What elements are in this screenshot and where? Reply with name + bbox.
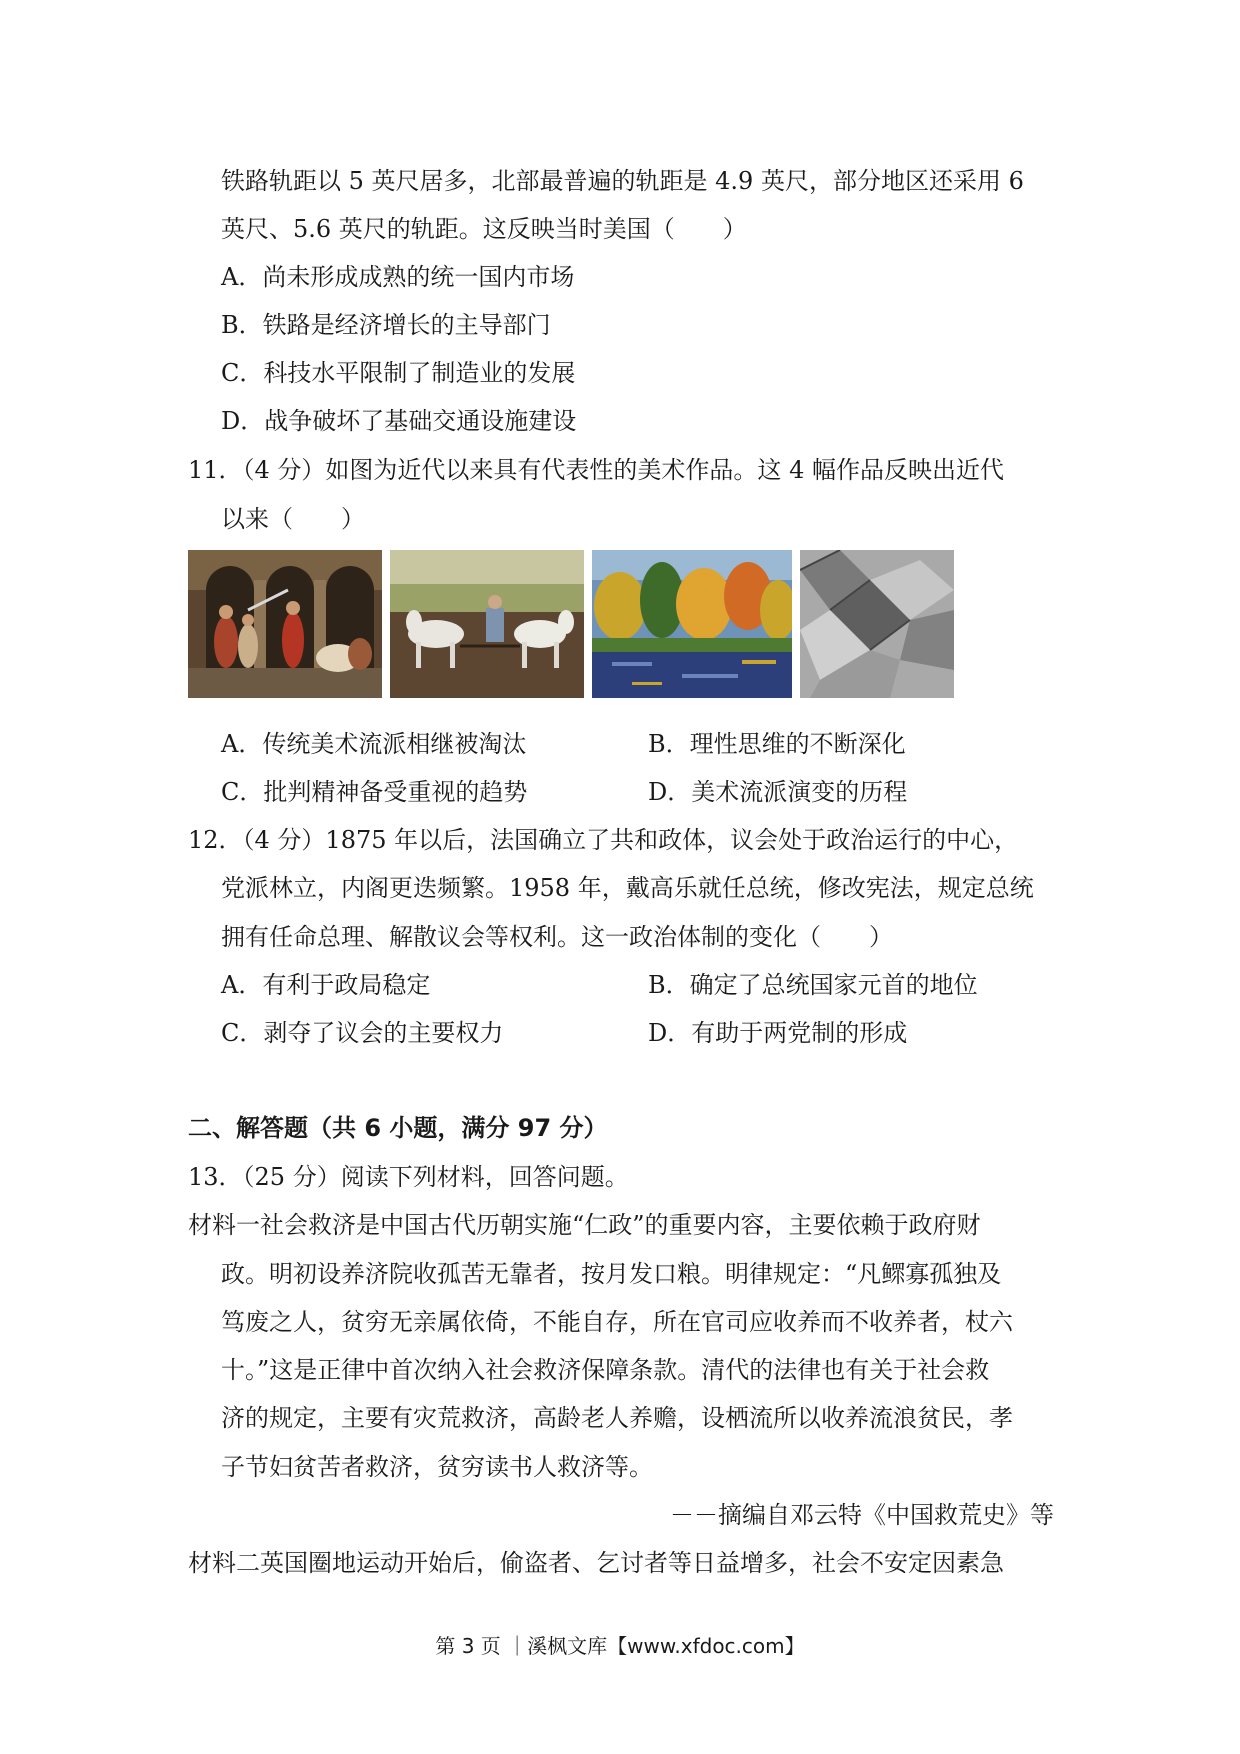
q12-stem-line: 党派林立，内阁更迭频繁。1958 年，戴高乐就任总统，修改宪法，规定总统: [221, 874, 1034, 902]
page-footer: 第 3 页 ｜溪枫文库【www.xfdoc.com】: [435, 1634, 805, 1658]
section-heading: 二、解答题（共 6 小题，满分 97 分）: [188, 1114, 608, 1142]
q12-option-d: D．有助于两党制的形成: [648, 1019, 908, 1047]
q12-stem-line: 12．（4 分）1875 年以后，法国确立了共和政体，议会处于政治运行的中心，: [188, 826, 1019, 854]
q10-option-a: A．尚未形成成熟的统一国内市场: [221, 263, 575, 291]
q11-option-c: C．批判精神备受重视的趋势: [221, 778, 528, 806]
q10-stem-line: 英尺、5.6 英尺的轨距。这反映当时美国（ ）: [221, 215, 747, 243]
q11-option-d: D．美术流派演变的历程: [648, 778, 908, 806]
q13-material1-line: 笃废之人，贫穷无亲属依倚，不能自存，所在官司应收养而不收养者，杖六: [221, 1308, 1013, 1336]
q10-stem-line: 铁路轨距以 5 英尺居多，北部最普遍的轨距是 4.9 英尺，部分地区还采用 6: [221, 167, 1024, 195]
q13-material1-line: 济的规定，主要有灾荒救济，高龄老人养赡，设栖流所以收养流浪贫民，孝: [221, 1404, 1013, 1432]
q11-option-a: A．传统美术流派相继被淘汰: [221, 730, 527, 758]
q13-material1-line: 政。明初设养济院收孤苦无靠者，按月发口粮。明律规定：“凡鳏寡孤独及: [221, 1260, 1002, 1288]
q13-source-citation: －－摘编自邓云特《中国救荒史》等: [670, 1501, 1054, 1529]
q11-stem-line: 以来（ ）: [221, 505, 365, 533]
q10-option-d: D．战争破坏了基础交通设施建设: [221, 407, 577, 435]
q10-option-c: C．科技水平限制了制造业的发展: [221, 359, 576, 387]
q13-material1-line: 子节妇贫苦者救济，贫穷读书人救济等。: [221, 1453, 653, 1481]
artwork-ploughing-painting: [390, 550, 584, 698]
q12-stem-line: 拥有任命总理、解散议会等权利。这一政治体制的变化（ ）: [221, 923, 893, 951]
q11-stem-line: 11．（4 分）如图为近代以来具有代表性的美术作品。这 4 幅作品反映出近代: [188, 456, 1004, 484]
q13-material1-line: 材料一社会救济是中国古代历朝实施“仁政”的重要内容，主要依赖于政府财: [188, 1211, 981, 1239]
artwork-classical-painting: [188, 550, 382, 698]
q13-material1-line: 十。”这是正律中首次纳入社会救济保障条款。清代的法律也有关于社会救: [221, 1356, 990, 1384]
q11-option-b: B．理性思维的不断深化: [648, 730, 906, 758]
q13-stem-line: 13．（25 分）阅读下列材料，回答问题。: [188, 1163, 629, 1191]
q13-material2-line: 材料二英国圈地运动开始后，偷盗者、乞讨者等日益增多，社会不安定因素急: [188, 1549, 1004, 1577]
artwork-abstract-painting: [800, 550, 954, 698]
q10-option-b: B．铁路是经济增长的主导部门: [221, 311, 551, 339]
q12-option-c: C．剥夺了议会的主要权力: [221, 1019, 504, 1047]
artwork-autumn-forest-painting: [592, 550, 792, 698]
q12-option-b: B．确定了总统国家元首的地位: [648, 971, 978, 999]
q12-option-a: A．有利于政局稳定: [221, 971, 431, 999]
